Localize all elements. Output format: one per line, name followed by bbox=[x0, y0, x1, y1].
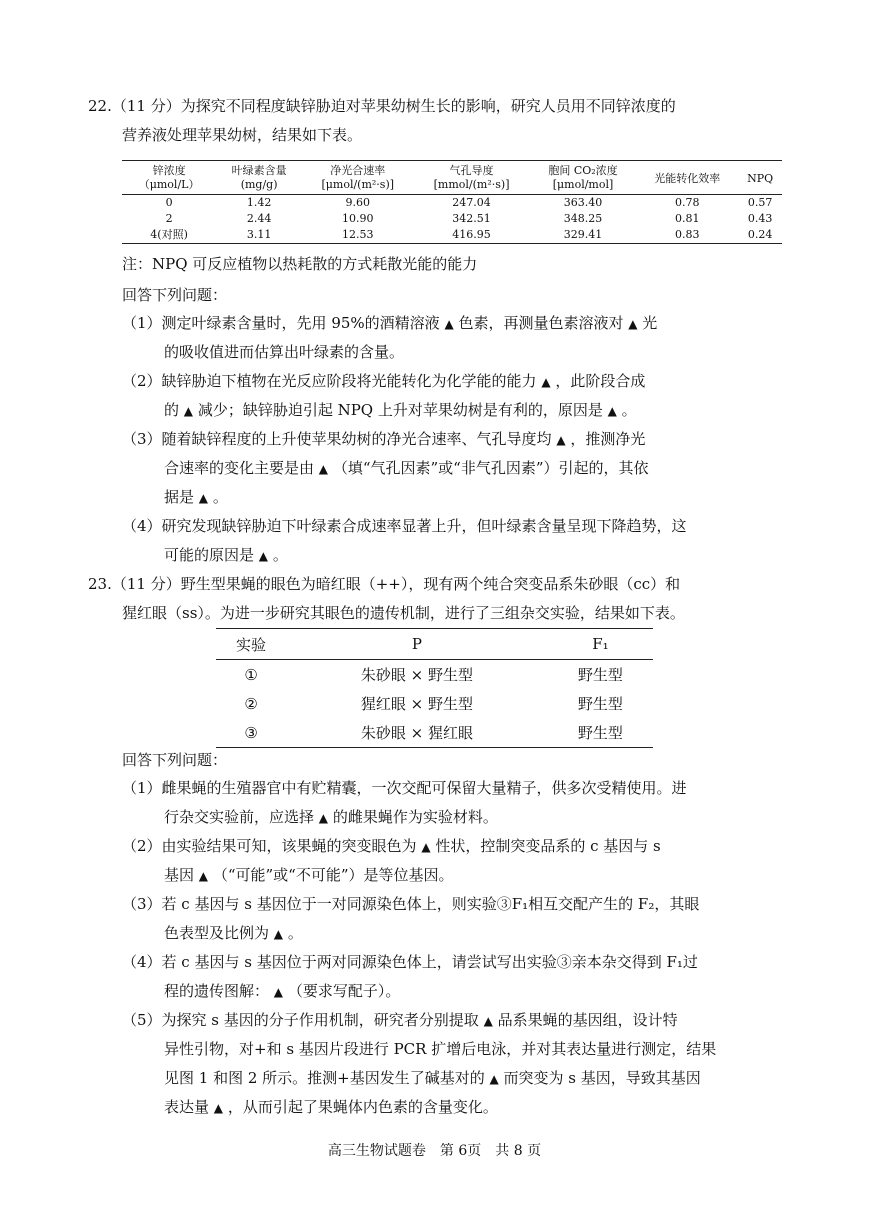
q23-part5-line3: 见图 1 和图 2 所示。推测+基因发生了碱基对的 ▲ 而突变为 s 基因，导致其基因 bbox=[164, 1069, 701, 1087]
q22-part1-line1: （1）测定叶绿素含量时，先用 95%的酒精溶液 ▲ 色素，再测量色素溶液对 ▲ 光 bbox=[122, 314, 658, 332]
table-row bbox=[122, 211, 782, 227]
q22-stem-line1: 22.（11 分）为探究不同程度缺锌胁迫对苹果幼树生长的影响，研究人员用不同锌浓度的 bbox=[88, 97, 676, 115]
answer-blank: ▲ bbox=[628, 317, 638, 331]
table-cell: 247.04 bbox=[452, 196, 491, 209]
table-cell: 2 bbox=[165, 212, 173, 225]
table-row bbox=[216, 660, 653, 690]
table-cell: 0 bbox=[165, 196, 173, 209]
table-cell: 10.90 bbox=[341, 212, 374, 225]
table-row bbox=[122, 195, 782, 212]
q23-stem-line1: 23.（11 分）野生型果蝇的眼色为暗红眼（++），现有两个纯合突变品系朱砂眼（cc）和 bbox=[88, 575, 681, 593]
answer-blank: ▲ bbox=[421, 840, 431, 854]
table-header: 气孔导度 bbox=[413, 161, 529, 179]
table-cell: 0.83 bbox=[636, 227, 738, 244]
table-cell: 野生型 bbox=[577, 695, 623, 713]
table-cell: ② bbox=[244, 694, 258, 713]
q23-part3-line2: 色表型及比例为 ▲ 。 bbox=[164, 924, 303, 942]
q22-part3-line3: 据是 ▲ 。 bbox=[164, 488, 228, 506]
q22-part1-line2: 的吸收值进而估算出叶绿素的含量。 bbox=[164, 343, 405, 361]
answer-blank: ▲ bbox=[318, 811, 329, 825]
answer-blank: ▲ bbox=[483, 1014, 493, 1028]
answer-blank: ▲ bbox=[318, 462, 329, 476]
answer-blank: ▲ bbox=[198, 491, 209, 505]
table-header: 叶绿素含量 bbox=[216, 161, 302, 179]
table-cell: 363.40 bbox=[563, 196, 603, 209]
table-header: P bbox=[286, 629, 548, 660]
table-header: 净光合速率 bbox=[302, 161, 413, 179]
q22-part2-line2: 的 ▲ 减少；缺锌胁迫引起 NPQ 上升对苹果幼树是有利的，原因是 ▲ 。 bbox=[164, 401, 637, 419]
table-cell: 0.43 bbox=[747, 212, 773, 225]
q22-part2-line1: （2）缺锌胁迫下植物在光反应阶段将光能转化为化学能的能力 ▲ ，此阶段合成 bbox=[122, 372, 646, 390]
table-cell: 4(对照) bbox=[122, 227, 216, 244]
table-unit: [μmol/(m²·s)] bbox=[302, 178, 413, 195]
q22-part4-line2: 可能的原因是 ▲ 。 bbox=[164, 546, 288, 564]
q23-cross-table bbox=[216, 628, 653, 748]
table-cell: 野生型 bbox=[548, 718, 653, 748]
q23-part4-line1: （4）若 c 基因与 s 基因位于两对同源染色体上，请尝试写出实验③亲本杂交得到 F₁过 bbox=[122, 953, 698, 971]
answer-blank: ▲ bbox=[541, 375, 551, 389]
q23-answer-prompt: 回答下列问题： bbox=[122, 751, 228, 769]
table-cell: 3.11 bbox=[216, 227, 302, 244]
q22-part4-line1: （4）研究发现缺锌胁迫下叶绿素合成速率显著上升，但叶绿素含量呈现下降趋势，这 bbox=[122, 517, 687, 535]
q22-answer-prompt: 回答下列问题： bbox=[122, 286, 228, 304]
q23-part5-line1: （5）为探究 s 基因的分子作用机制，研究者分别提取 ▲ 品系果蝇的基因组，设计特 bbox=[122, 1011, 678, 1029]
table-cell: 348.25 bbox=[563, 212, 603, 225]
answer-blank: ▲ bbox=[258, 549, 269, 563]
table-cell: 0.24 bbox=[738, 227, 782, 244]
table-unit: （μmol/L） bbox=[122, 178, 216, 195]
answer-blank: ▲ bbox=[183, 404, 194, 418]
table-row bbox=[216, 718, 653, 748]
q23-part2-line1: （2）由实验结果可知，该果蝇的突变眼色为 ▲ 性状，控制突变品系的 c 基因与 s bbox=[122, 837, 661, 855]
answer-blank: ▲ bbox=[556, 433, 566, 447]
table-row bbox=[216, 689, 653, 718]
table-cell: 猩红眼 × 野生型 bbox=[360, 695, 474, 713]
table-cell: 0.78 bbox=[675, 196, 700, 209]
table-header: 锌浓度 bbox=[122, 161, 216, 179]
table-cell: 2.44 bbox=[246, 212, 272, 225]
page-footer: 高三生物试题卷 第 6页 共 8 页 bbox=[327, 1143, 542, 1159]
table-unit: (mg/g) bbox=[216, 178, 302, 195]
table-header: NPQ bbox=[738, 161, 782, 195]
answer-blank: ▲ bbox=[273, 985, 284, 999]
table-cell: 朱砂眼 × 野生型 bbox=[360, 666, 474, 684]
q22-part3-line1: （3）随着缺锌程度的上升使苹果幼树的净光合速率、气孔导度均 ▲ ，推测净光 bbox=[122, 430, 646, 448]
answer-blank: ▲ bbox=[198, 869, 209, 883]
q22-note: 注：NPQ 可反应植物以热耗散的方式耗散光能的能力 bbox=[122, 255, 478, 273]
table-unit: [mmol/(m²·s)] bbox=[413, 178, 529, 195]
q23-part1-line1: （1）雌果蝇的生殖器官中有贮精囊，一次交配可保留大量精子，供多次受精使用。进 bbox=[122, 779, 687, 797]
q23-part5-line4: 表达量 ▲ ，从而引起了果蝇体内色素的含量变化。 bbox=[164, 1098, 498, 1116]
answer-blank: ▲ bbox=[273, 927, 284, 941]
table-header: F₁ bbox=[548, 629, 653, 660]
table-cell: 9.60 bbox=[345, 196, 370, 209]
answer-blank: ▲ bbox=[607, 404, 617, 418]
table-cell: 342.51 bbox=[452, 212, 491, 225]
answer-blank: ▲ bbox=[489, 1072, 499, 1086]
table-cell: 1.42 bbox=[246, 196, 272, 209]
table-header: 光能转化效率 bbox=[636, 161, 738, 195]
answer-blank: ▲ bbox=[444, 317, 454, 331]
q23-part3-line1: （3）若 c 基因与 s 基因位于一对同源染色体上，则实验③F₁相互交配产生的 F₂，其眼 bbox=[122, 895, 700, 913]
q22-part3-line2: 合速率的变化主要是由 ▲ （填“气孔因素”或“非气孔因素”）引起的，其依 bbox=[164, 459, 649, 477]
table-cell: 416.95 bbox=[413, 227, 529, 244]
table-cell: 12.53 bbox=[302, 227, 413, 244]
table-cell: 0.81 bbox=[675, 212, 700, 225]
answer-blank: ▲ bbox=[213, 1101, 224, 1115]
table-header: 胞间 CO₂浓度 bbox=[530, 161, 637, 179]
table-row bbox=[122, 227, 782, 244]
table-cell: 329.41 bbox=[530, 227, 637, 244]
q23-part5-line2: 异性引物，对+和 s 基因片段进行 PCR 扩增后电泳，并对其表达量进行测定，结果 bbox=[164, 1040, 717, 1058]
q23-part1-line2: 行杂交实验前，应选择 ▲ 的雌果蝇作为实验材料。 bbox=[164, 808, 498, 826]
q23-part4-line2: 程的遗传图解： ▲ （要求写配子）。 bbox=[164, 982, 401, 1000]
table-cell: 野生型 bbox=[577, 666, 623, 684]
table-cell: ③ bbox=[216, 718, 286, 748]
table-cell: 0.57 bbox=[747, 196, 773, 209]
table-cell: 朱砂眼 × 猩红眼 bbox=[286, 718, 548, 748]
table-header: 实验 bbox=[216, 629, 286, 660]
q22-stem-line2: 营养液处理苹果幼树，结果如下表。 bbox=[122, 126, 363, 144]
table-cell: ① bbox=[244, 665, 258, 684]
q23-stem-line2: 猩红眼（ss）。为进一步研究其眼色的遗传机制，进行了三组杂交实验，结果如下表。 bbox=[122, 604, 685, 622]
table-unit: [μmol/mol] bbox=[530, 178, 637, 195]
q22-zinc-table bbox=[122, 160, 782, 244]
q23-part2-line2: 基因 ▲ （“可能”或“不可能”）是等位基因。 bbox=[164, 866, 454, 884]
